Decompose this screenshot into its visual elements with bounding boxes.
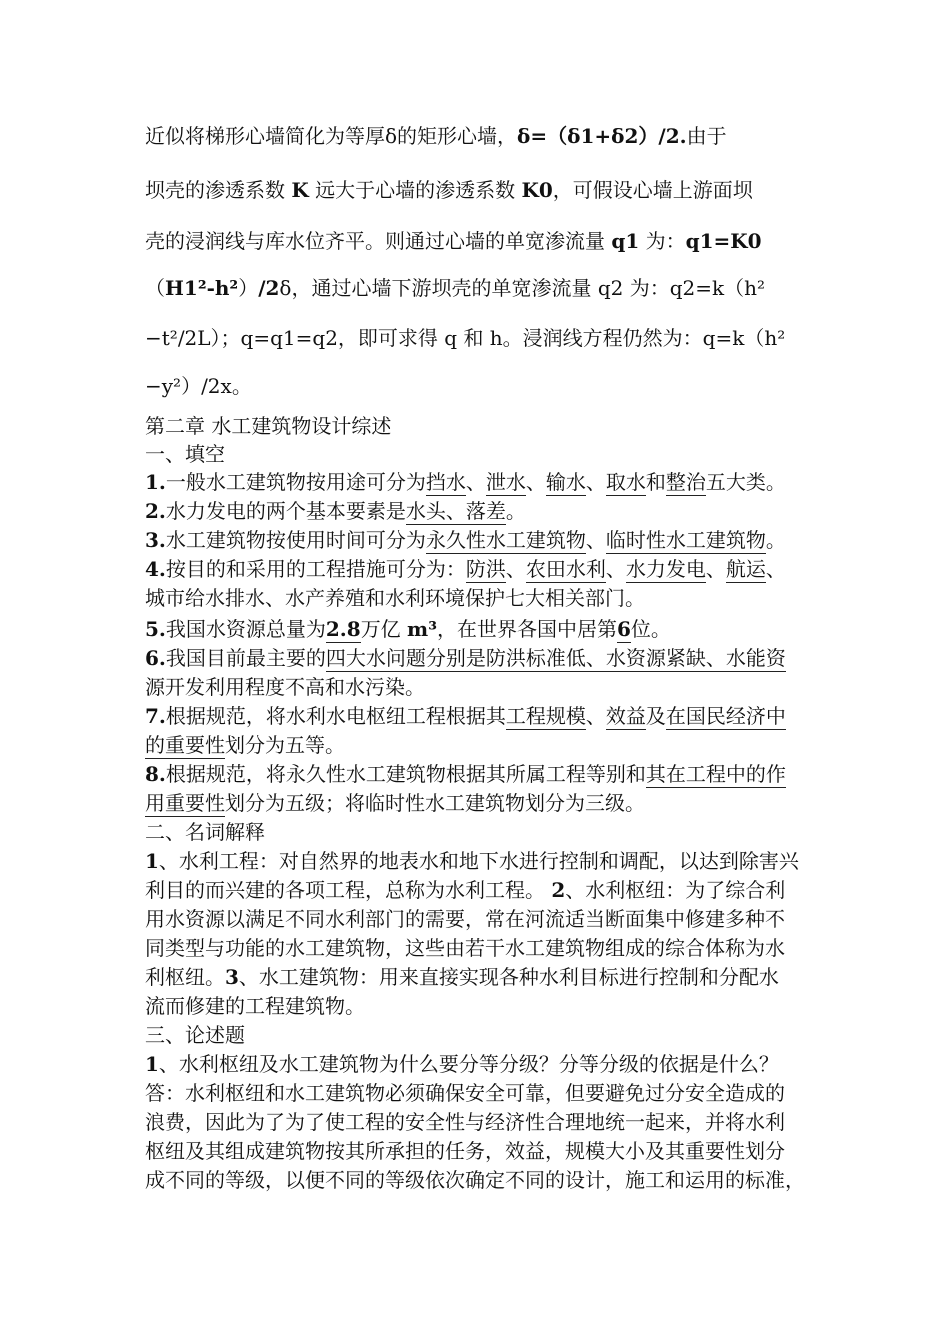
section-essay-heading: 三、论述题 <box>145 1023 245 1047</box>
term-line-4: 同类型与功能的水工建筑物，这些由若干水工建筑物组成的综合体称为水 <box>145 936 785 960</box>
fill-item-3: 3.水工建筑物按使用时间可分为永久性水工建筑物、临时性水工建筑物。 <box>145 528 786 552</box>
term-line-5: 利枢纽。3、水工建筑物：用来直接实现各种水利目标进行控制和分配水 <box>145 965 779 989</box>
section-fill-blank-heading: 一、填空 <box>145 442 225 466</box>
fill-item-2: 2.水力发电的两个基本要素是水头、落差。 <box>145 499 526 523</box>
intro-line-1: 近似将梯形心墙简化为等厚δ的矩形心墙，δ=（δ1+δ2）/2.由于 <box>145 124 727 148</box>
essay-answer-line-1: 答：水利枢纽和水工建筑物必须确保安全可靠，但要避免过分安全造成的 <box>145 1081 785 1105</box>
term-line-1: 1、水利工程：对自然界的地表水和地下水进行控制和调配，以达到除害兴 <box>145 849 799 873</box>
fill-item-8: 8.根据规范，将永久性水工建筑物根据其所属工程等别和其在工程中的作 <box>145 762 786 786</box>
fill-item-4-cont: 城市给水排水、水产养殖和水利环境保护七大相关部门。 <box>145 586 645 610</box>
fill-item-8-cont: 用重要性划分为五级；将临时性水工建筑物划分为三级。 <box>145 791 645 815</box>
fill-item-1: 1.一般水工建筑物按用途可分为挡水、泄水、输水、取水和整治五大类。 <box>145 470 786 494</box>
fill-item-5: 5.我国水资源总量为2.8万亿 m³，在世界各国中居第6位。 <box>145 617 671 641</box>
term-line-6: 流而修建的工程建筑物。 <box>145 994 365 1018</box>
essay-answer-line-3: 枢纽及其组成建筑物按其所承担的任务，效益，规模大小及其重要性划分 <box>145 1139 785 1163</box>
intro-line-4: （H1²-h²）/2δ，通过心墙下游坝壳的单宽渗流量 q2 为：q2=k（h² <box>145 276 766 300</box>
intro-line-6: −y²）/2x。 <box>145 374 252 398</box>
section-terms-heading: 二、名词解释 <box>145 820 265 844</box>
intro-line-3: 壳的浸润线与库水位齐平。则通过心墙的单宽渗流量 q1 为：q1=K0 <box>145 229 762 253</box>
essay-answer-line-4: 成不同的等级，以便不同的等级依次确定不同的设计，施工和运用的标准， <box>145 1168 805 1192</box>
fill-item-6: 6.我国目前最主要的四大水问题分别是防洪标准低、水资源紧缺、水能资 <box>145 646 786 670</box>
fill-item-4: 4.按目的和采用的工程措施可分为：防洪、农田水利、水力发电、航运、 <box>145 557 786 581</box>
chapter-title: 第二章 水工建筑物设计综述 <box>145 414 392 438</box>
fill-item-6-cont: 源开发利用程度不高和水污染。 <box>145 675 425 699</box>
essay-question-1: 1、水利枢纽及水工建筑物为什么要分等分级？分等分级的依据是什么？ <box>145 1052 779 1076</box>
intro-line-5: −t²/2L）；q=q1=q2，即可求得 q 和 h。浸润线方程仍然为：q=k（h² <box>145 326 786 350</box>
term-line-3: 用水资源以满足不同水利部门的需要，常在河流适当断面集中修建多种不 <box>145 907 785 931</box>
essay-answer-line-2: 浪费，因此为了为了使工程的安全性与经济性合理地统一起来，并将水利 <box>145 1110 785 1134</box>
intro-line-2: 坝壳的渗透系数 K 远大于心墙的渗透系数 K0，可假设心墙上游面坝 <box>145 178 753 202</box>
term-line-2: 利目的而兴建的各项工程，总称为水利工程。 2、水利枢纽：为了综合利 <box>145 878 786 902</box>
fill-item-7-cont: 的重要性划分为五等。 <box>145 733 345 757</box>
fill-item-7: 7.根据规范，将水利水电枢纽工程根据其工程规模、效益及在国民经济中 <box>145 704 786 728</box>
